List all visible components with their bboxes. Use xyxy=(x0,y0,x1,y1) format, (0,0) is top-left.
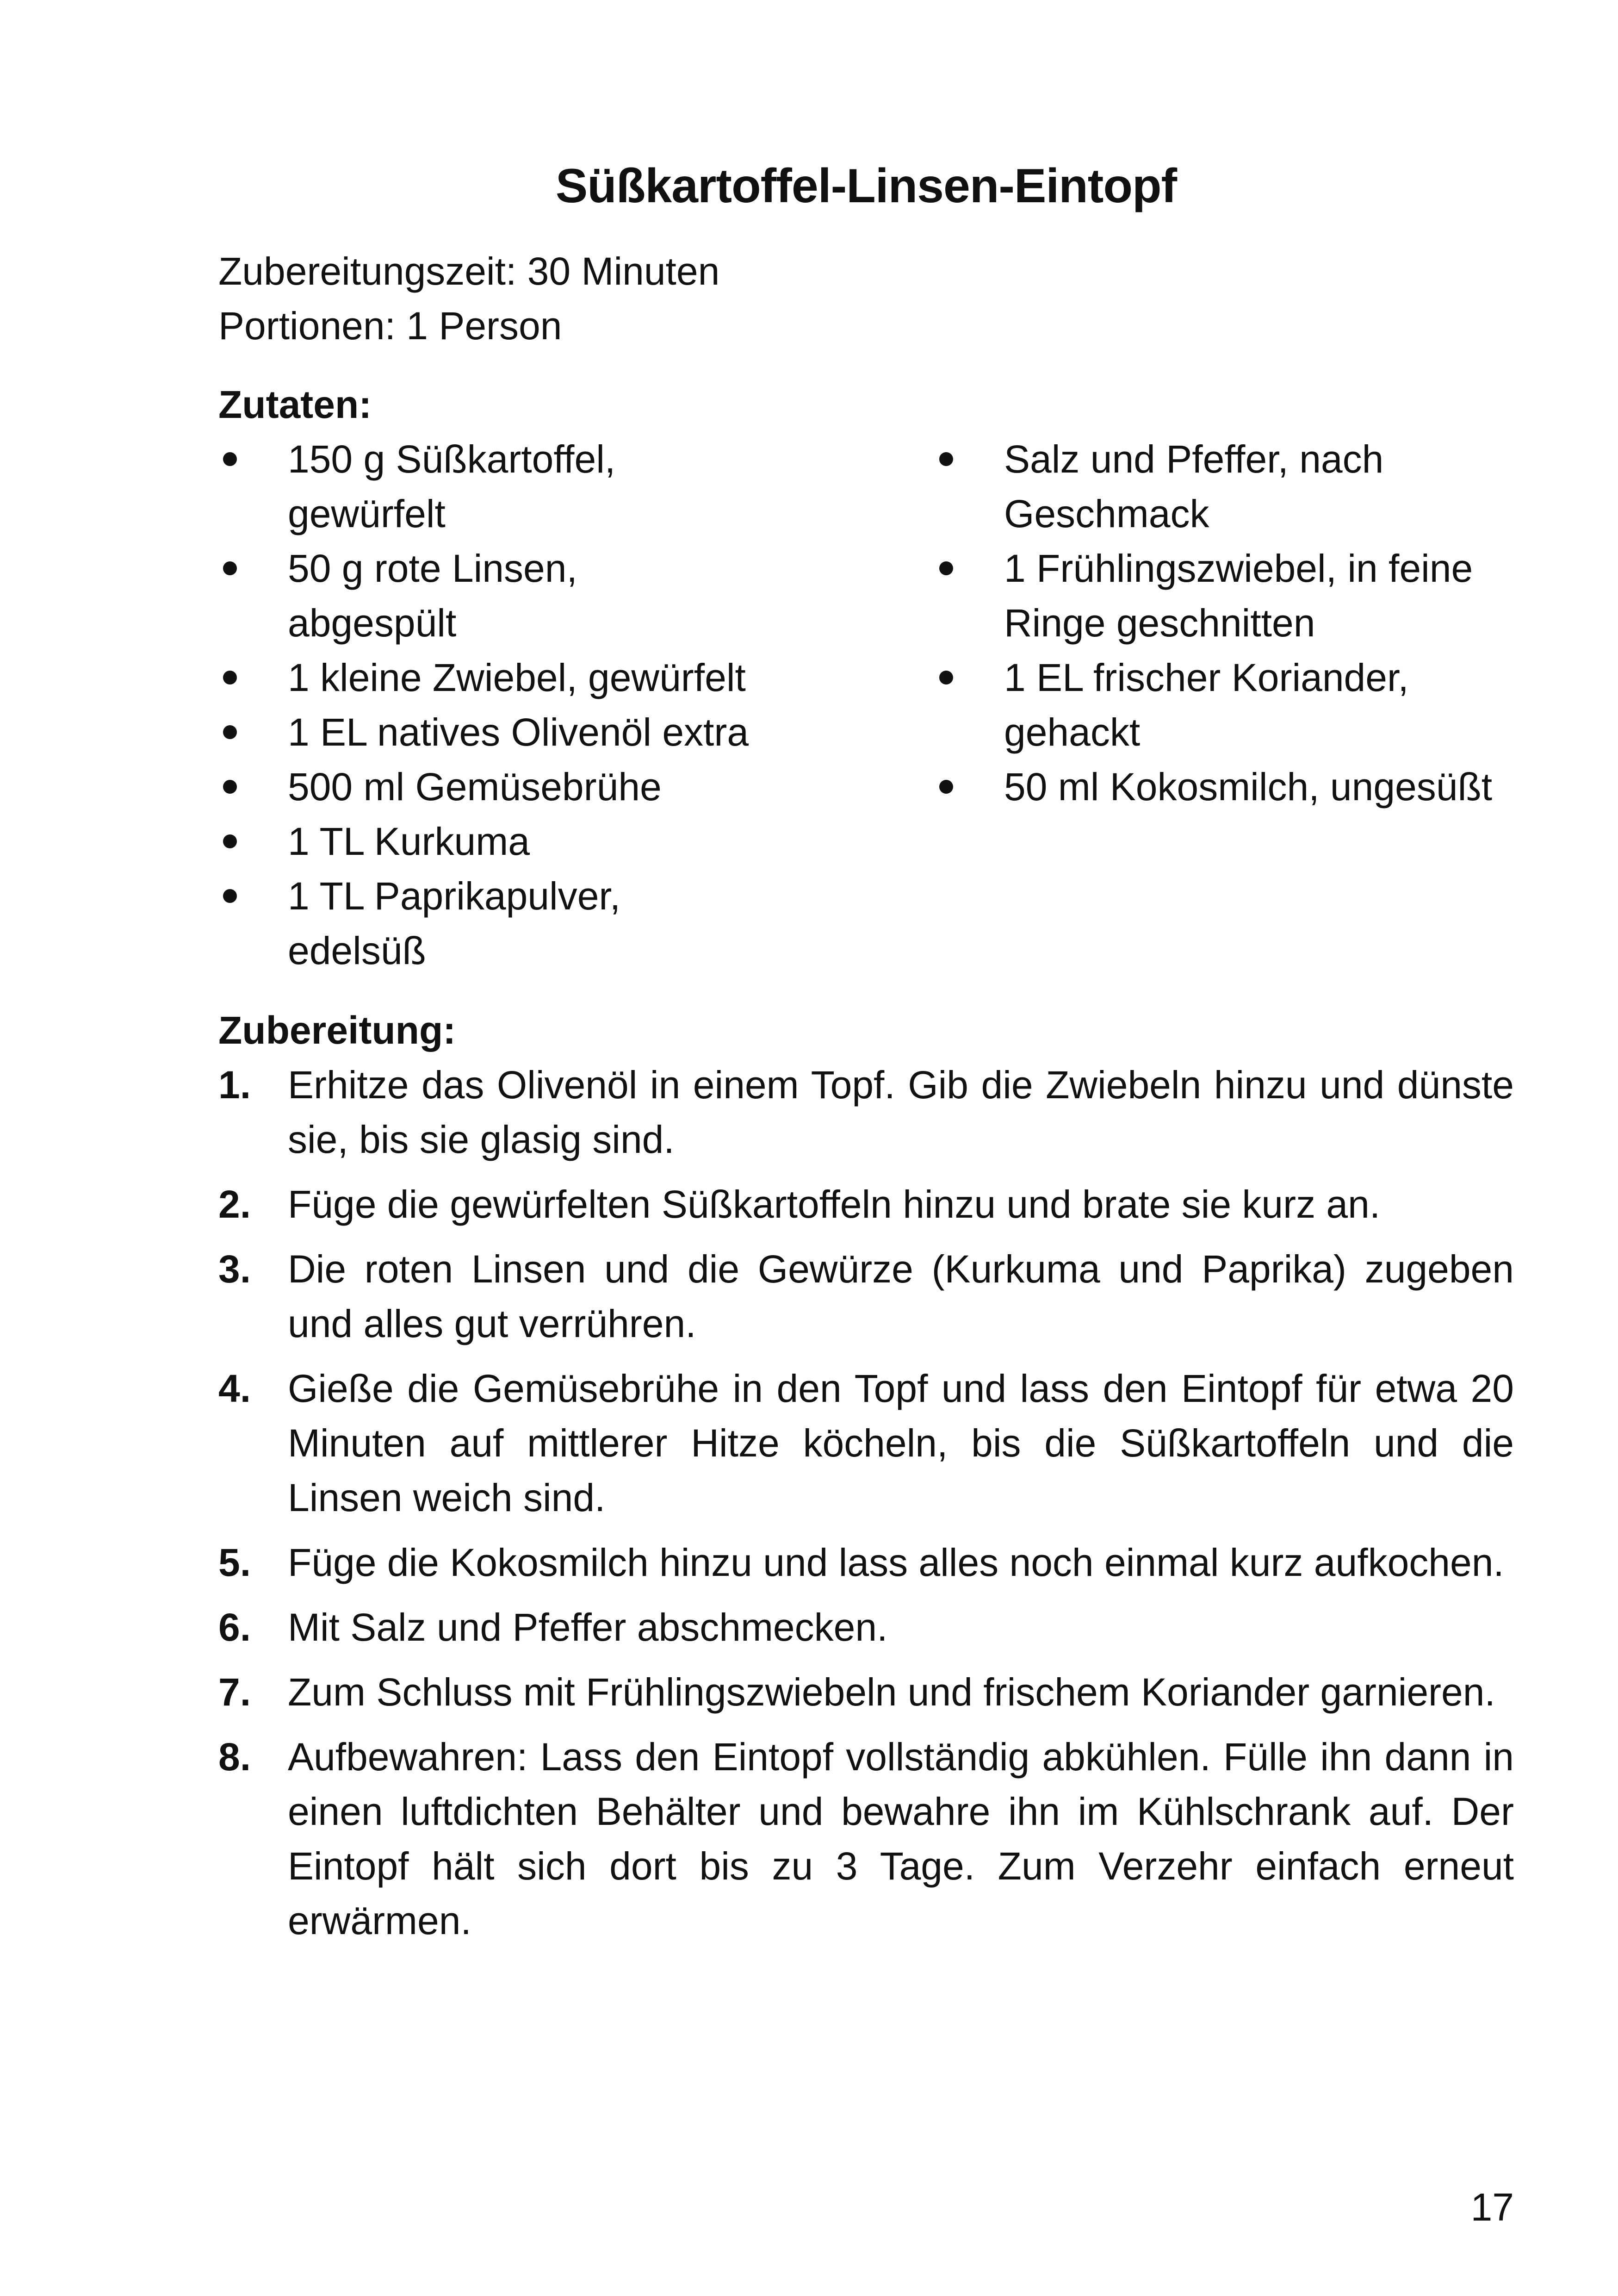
ingredient-text: 1 Frühlingszwiebel, in feine Ringe geschnitten xyxy=(1004,546,1473,645)
step-number: 5. xyxy=(218,1540,251,1584)
step-item xyxy=(218,1177,1514,1232)
step-text: Aufbewahren: Lass den Eintopf vollständig abkühlen. Fülle ihn dann in einen luftdichten Behälter und bewahre ihn im Kühlschrank auf. Der Eintopf hält sich dort bis zu 3 Tage. Zum Verzehr einfach erneut erwärmen. xyxy=(288,1735,1514,1942)
step-number: 4. xyxy=(218,1366,251,1410)
preparation-heading: Zubereitung: xyxy=(218,1008,456,1052)
step-item xyxy=(218,1535,1514,1590)
step-item xyxy=(218,1665,1514,1719)
ingredient-item xyxy=(935,432,1513,541)
step-item xyxy=(218,1242,1514,1351)
page-number: 17 xyxy=(1470,2185,1514,2229)
ingredient-text: Salz und Pfeffer, nach Geschmack xyxy=(1004,437,1384,535)
step-text: Gieße die Gemüsebrühe in den Topf und lass den Eintopf für etwa 20 Minuten auf mittlerer Hitze köcheln, bis die Süßkartoffeln und die Linsen weich sind. xyxy=(288,1366,1514,1519)
step-number: 2. xyxy=(218,1182,251,1226)
step-text: Füge die Kokosmilch hinzu und lass alles noch einmal kurz aufkochen. xyxy=(288,1540,1504,1584)
ingredient-text: 1 kleine Zwiebel, gewürfelt xyxy=(288,655,746,699)
step-text: Die roten Linsen und die Gewürze (Kurkuma und Paprika) zugeben und alles gut verrühren. xyxy=(288,1247,1514,1345)
step-item xyxy=(218,1361,1514,1525)
prep-time: Zubereitungszeit: 30 Minuten xyxy=(218,249,720,293)
bullet-icon xyxy=(223,671,237,684)
recipe-content xyxy=(218,157,1514,1958)
bullet-icon xyxy=(939,561,953,575)
servings: Portionen: 1 Person xyxy=(218,304,562,348)
ingredient-item xyxy=(218,541,750,650)
bullet-icon xyxy=(223,452,237,466)
step-item xyxy=(218,1730,1514,1948)
ingredient-item xyxy=(218,814,750,869)
ingredient-text: 1 TL Kurkuma xyxy=(288,819,530,863)
step-text: Füge die gewürfelten Süßkartoffeln hinzu und brate sie kurz an. xyxy=(288,1182,1381,1226)
ingredient-text: 1 EL frischer Koriander, gehackt xyxy=(1004,655,1409,754)
ingredients-column-left xyxy=(218,432,935,978)
step-number: 3. xyxy=(218,1247,251,1291)
ingredient-item xyxy=(935,759,1513,814)
ingredients-list xyxy=(218,432,1514,978)
bullet-icon xyxy=(223,834,237,848)
step-item xyxy=(218,1600,1514,1655)
ingredient-text: 1 EL natives Olivenöl extra xyxy=(288,710,749,754)
bullet-icon xyxy=(939,671,953,684)
ingredient-text: 150 g Süßkartoffel, gewürfelt xyxy=(288,437,616,535)
bullet-icon xyxy=(939,452,953,466)
bullet-icon xyxy=(223,725,237,739)
bullet-icon xyxy=(223,889,237,903)
step-number: 6. xyxy=(218,1605,251,1649)
preparation-steps xyxy=(218,1058,1514,1948)
step-number: 7. xyxy=(218,1670,251,1714)
ingredient-item xyxy=(935,541,1513,650)
ingredient-item xyxy=(218,759,750,814)
ingredient-item xyxy=(218,650,750,705)
ingredient-text: 500 ml Gemüsebrühe xyxy=(288,765,662,809)
step-text: Zum Schluss mit Frühlingszwiebeln und frischem Koriander garnieren. xyxy=(288,1670,1495,1714)
bullet-icon xyxy=(223,561,237,575)
step-number: 8. xyxy=(218,1735,251,1779)
step-text: Erhitze das Olivenöl in einem Topf. Gib die Zwiebeln hinzu und dünste sie, bis sie glasig sind. xyxy=(288,1063,1514,1161)
step-text: Mit Salz und Pfeffer abschmecken. xyxy=(288,1605,888,1649)
step-number: 1. xyxy=(218,1063,251,1107)
ingredients-heading: Zutaten: xyxy=(218,382,372,426)
recipe-title: Süßkartoffel-Linsen-Eintopf xyxy=(555,159,1177,213)
ingredient-text: 50 g rote Linsen, abgespült xyxy=(288,546,577,645)
ingredient-text: 50 ml Kokosmilch, ungesüßt xyxy=(1004,765,1493,809)
bullet-icon xyxy=(939,780,953,794)
ingredient-text: 1 TL Paprikapulver, edelsüß xyxy=(288,874,621,972)
ingredient-item xyxy=(935,650,1513,759)
ingredient-item xyxy=(218,432,750,541)
ingredients-column-right xyxy=(935,432,1514,978)
ingredient-item xyxy=(218,869,750,978)
bullet-icon xyxy=(223,780,237,794)
ingredient-item xyxy=(218,705,750,759)
step-item xyxy=(218,1058,1514,1167)
